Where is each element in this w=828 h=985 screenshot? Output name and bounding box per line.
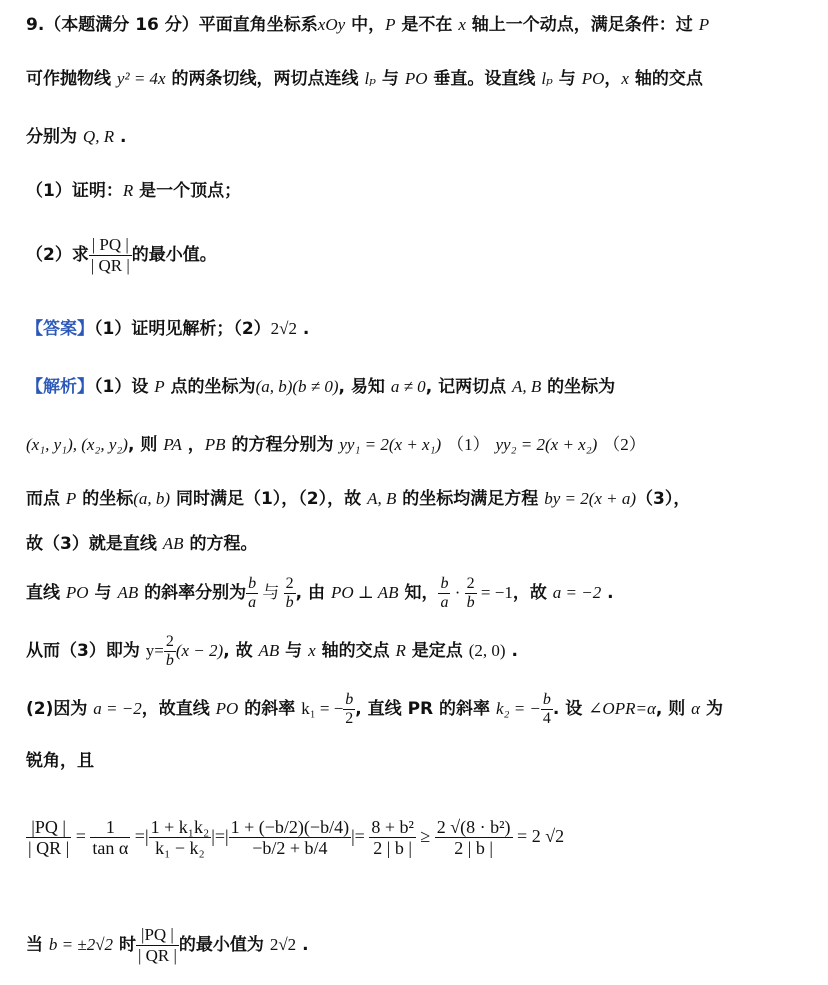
text: 时: [113, 935, 136, 955]
text: （1）证明：: [26, 181, 123, 201]
fraction-denominator: b: [466, 593, 475, 611]
equation-number: （2）: [603, 435, 646, 454]
math-ab: AB: [117, 583, 139, 602]
fraction-numerator: |PQ |: [26, 817, 71, 838]
math-y: y=: [145, 641, 164, 660]
problem-line-2: [26, 66, 814, 92]
fraction-denominator: 2 | b |: [454, 837, 494, 858]
fraction-numerator: b: [440, 574, 449, 592]
problem-line-1: [26, 12, 814, 38]
text: 直线: [26, 583, 66, 603]
analysis-line-5: [26, 570, 814, 616]
fraction-denominator: 2 | b |: [373, 837, 412, 858]
math-po: PO: [404, 69, 428, 88]
math-a-eq: a = −2: [93, 699, 142, 718]
text: 锐角，且: [26, 751, 94, 771]
text: , 故: [223, 641, 259, 661]
text: ，: [604, 69, 622, 89]
fraction-b-substituted: [229, 817, 351, 858]
math-result: = 2 √2: [512, 826, 565, 846]
math-x: x: [458, 15, 466, 34]
problem-line-3: [26, 124, 814, 150]
text: 轴的交点: [315, 641, 396, 661]
analysis-line-4: [26, 531, 814, 557]
text: 的坐标: [76, 489, 134, 509]
math-equals-minus-one: = −1: [476, 583, 513, 602]
analysis-line-7: [26, 686, 814, 732]
math-x: x: [308, 641, 316, 660]
math-equals: =: [71, 826, 91, 846]
math-pa: PA: [163, 435, 182, 454]
text: 的坐标均满足方程: [396, 489, 545, 509]
fraction-b-2: [343, 691, 355, 728]
math-points: (x₁, y₁), (x₂, y₂): [26, 435, 128, 454]
text: . 设: [552, 699, 589, 719]
text: , 则: [127, 435, 164, 455]
math-po: PO: [215, 699, 239, 718]
fraction-numerator: 2 √(8 · b²): [436, 816, 511, 837]
math-geq: ≥: [415, 826, 435, 846]
analysis-line-3: [26, 486, 814, 512]
math-angle: ∠OPR=α: [588, 699, 656, 718]
math-equals-abs: |=: [351, 826, 370, 846]
fraction-numerator: b: [248, 574, 257, 592]
text: （1）设: [94, 377, 155, 397]
text: 为: [700, 699, 724, 719]
question-part-1: [26, 178, 814, 204]
fraction-denominator: | QR |: [90, 255, 130, 275]
answer-value: 2√2: [270, 319, 298, 338]
text: 的最小值。: [131, 245, 217, 265]
answer-tag: 【答案】: [26, 319, 94, 339]
analysis-line-2: [26, 432, 814, 458]
fraction-numerator: b: [542, 690, 551, 708]
fraction-denominator: 4: [542, 709, 551, 727]
fraction-b-4: [541, 691, 553, 728]
fraction-denominator: b: [285, 593, 294, 611]
fraction-numerator: 1: [90, 817, 130, 838]
text: 中，: [345, 15, 386, 35]
fraction-amgm: [435, 817, 513, 858]
fraction-numerator: 8 + b²: [371, 816, 414, 837]
math-po: PO: [581, 69, 605, 88]
fraction-b-a: [438, 575, 450, 612]
fraction-numerator: |PQ |: [136, 925, 179, 946]
math-lp: lₚ: [541, 69, 553, 88]
fraction-denominator: a: [440, 593, 449, 611]
text: 的最小值为: [178, 935, 270, 955]
equation-1: yy₁ = 2(x + x₁): [339, 435, 442, 454]
math-equals-abs: =|: [130, 826, 149, 846]
fraction-b-a: [246, 575, 258, 612]
fraction-numerator: 2: [466, 574, 475, 592]
text: 是定点: [405, 641, 469, 661]
math-k1: k₁ = −: [301, 699, 344, 718]
text: 轴的交点: [628, 69, 703, 89]
text: 与: [375, 69, 405, 89]
analysis-conclusion: [26, 920, 814, 970]
derivation-formula: [26, 796, 814, 877]
fraction-2-b: [465, 575, 477, 612]
fraction-pq-qr: [26, 817, 71, 858]
text: 与: [552, 69, 582, 89]
math-ab: A, B: [367, 489, 397, 508]
text: ，: [181, 435, 205, 455]
math-ab: AB: [258, 641, 280, 660]
equation-3: by = 2(x + a): [544, 489, 637, 508]
fraction-denominator: −b/2 + b/4: [252, 837, 328, 858]
question-part-2: [26, 232, 814, 278]
math-coord: (a, b)(b ≠ 0): [255, 377, 339, 396]
text: 从而（3）即为: [26, 641, 146, 661]
text: 与: [279, 641, 309, 661]
text: 故（3）就是直线: [26, 534, 163, 554]
math-fixed-point: (2, 0): [468, 641, 506, 660]
math-a-eq: a = −2: [552, 583, 602, 602]
fraction-denominator: k₁ − k₂: [155, 837, 205, 858]
math-lp: lₚ: [364, 69, 376, 88]
math-pb: PB: [204, 435, 226, 454]
text: .: [297, 319, 310, 339]
fraction-8-b2: [369, 817, 416, 858]
fraction-pq-qr: [89, 235, 132, 276]
equation-number: （1）: [447, 435, 490, 454]
fraction-numerator: | PQ |: [89, 235, 132, 256]
text: 轴上一个动点，满足条件：过: [465, 15, 699, 35]
text: （2）求: [26, 245, 89, 265]
text: 的斜率: [238, 699, 302, 719]
fraction-numerator: b: [345, 690, 354, 708]
text: ，故: [512, 583, 553, 603]
text: .: [296, 935, 309, 955]
math-perpendicular: PO ⊥ AB: [330, 583, 399, 602]
fraction-numerator: 1 + k₁k₂: [150, 816, 210, 837]
math-ab: AB: [162, 534, 184, 553]
math-k2: k₂ = −: [495, 699, 541, 718]
math-b-value: b = ±2√2: [48, 935, 114, 954]
text: 的方程分别为: [225, 435, 340, 455]
text: 分别为: [26, 127, 83, 147]
math-a-neq-0: a ≠ 0: [390, 377, 426, 396]
analysis-tag: 【解析】: [26, 377, 94, 397]
text: 可作抛物线: [26, 69, 117, 89]
math-x: x: [621, 69, 629, 88]
text: 与: [258, 583, 284, 602]
fraction-2-b: [284, 575, 296, 612]
text: 而点: [26, 489, 66, 509]
fraction-1-tan: [90, 817, 130, 858]
fraction-2-b: [164, 633, 176, 670]
text: 是不在: [395, 15, 459, 35]
text: , 直线 PR 的斜率: [355, 699, 496, 719]
text: .: [505, 641, 518, 661]
math-min-value: 2√2: [269, 935, 297, 954]
text: 的方程。: [183, 534, 258, 554]
math-p: P: [154, 377, 165, 396]
fraction-numerator: 2: [165, 632, 174, 650]
text: 的两条切线，两切点连线: [165, 69, 365, 89]
fraction-denominator: a: [248, 593, 257, 611]
answer-line: [26, 316, 814, 342]
fraction-pq-qr: [136, 925, 179, 966]
math-dot: ·: [450, 583, 465, 602]
text: 是一个顶点；: [133, 181, 242, 201]
fraction-denominator: 2: [345, 709, 354, 727]
math-r: R: [122, 181, 134, 200]
fraction-k-slopes: [149, 817, 212, 858]
analysis-line-8: [26, 748, 814, 774]
text: 当: [26, 935, 49, 955]
analysis-line-6: [26, 628, 814, 674]
math-x-minus-2: (x − 2): [175, 641, 224, 660]
text: .: [114, 127, 127, 147]
text: 垂直。设直线: [427, 69, 542, 89]
text: 点的坐标为: [164, 377, 256, 397]
analysis-line-1: [26, 374, 814, 400]
text: , 易知: [338, 377, 391, 397]
math-po: PO: [65, 583, 89, 602]
fraction-numerator: 1 + (−b/2)(−b/4): [230, 816, 350, 837]
text: , 由: [295, 583, 331, 603]
fraction-denominator: | QR |: [28, 837, 70, 858]
answer-text: （1）证明见解析；（2）: [94, 319, 271, 339]
math-coord: (a, b): [133, 489, 171, 508]
text: , 记两切点: [425, 377, 512, 397]
fraction-denominator: | QR |: [137, 945, 177, 965]
text: 的斜率分别为: [138, 583, 247, 603]
text: 知，: [398, 583, 439, 603]
math-qr: Q, R: [82, 127, 115, 146]
text: .: [601, 583, 614, 603]
fraction-denominator: b: [165, 651, 174, 669]
text: ，故直线: [141, 699, 216, 719]
math-alpha: α: [691, 699, 701, 718]
math-parabola: y² = 4x: [116, 69, 166, 88]
math-p: P: [698, 15, 710, 34]
text: 同时满足（1），（2），故: [170, 489, 368, 509]
problem-header: 9.（本题满分 16 分）平面直角坐标系: [26, 15, 318, 35]
math-p: P: [65, 489, 77, 508]
fraction-numerator: 2: [285, 574, 294, 592]
text: 的坐标为: [541, 377, 616, 397]
equation-2: yy₂ = 2(x + x₂): [495, 435, 598, 454]
math-equals-abs: |=|: [211, 826, 229, 846]
text: (2)因为: [26, 699, 94, 719]
text: （3），: [636, 489, 691, 509]
text: , 则: [655, 699, 692, 719]
math-ab: A, B: [511, 377, 542, 396]
text: 与: [88, 583, 118, 603]
fraction-denominator: tan α: [92, 837, 129, 858]
math-r: R: [395, 641, 406, 660]
math-xoy: xOy: [317, 15, 346, 34]
math-p: P: [385, 15, 396, 34]
